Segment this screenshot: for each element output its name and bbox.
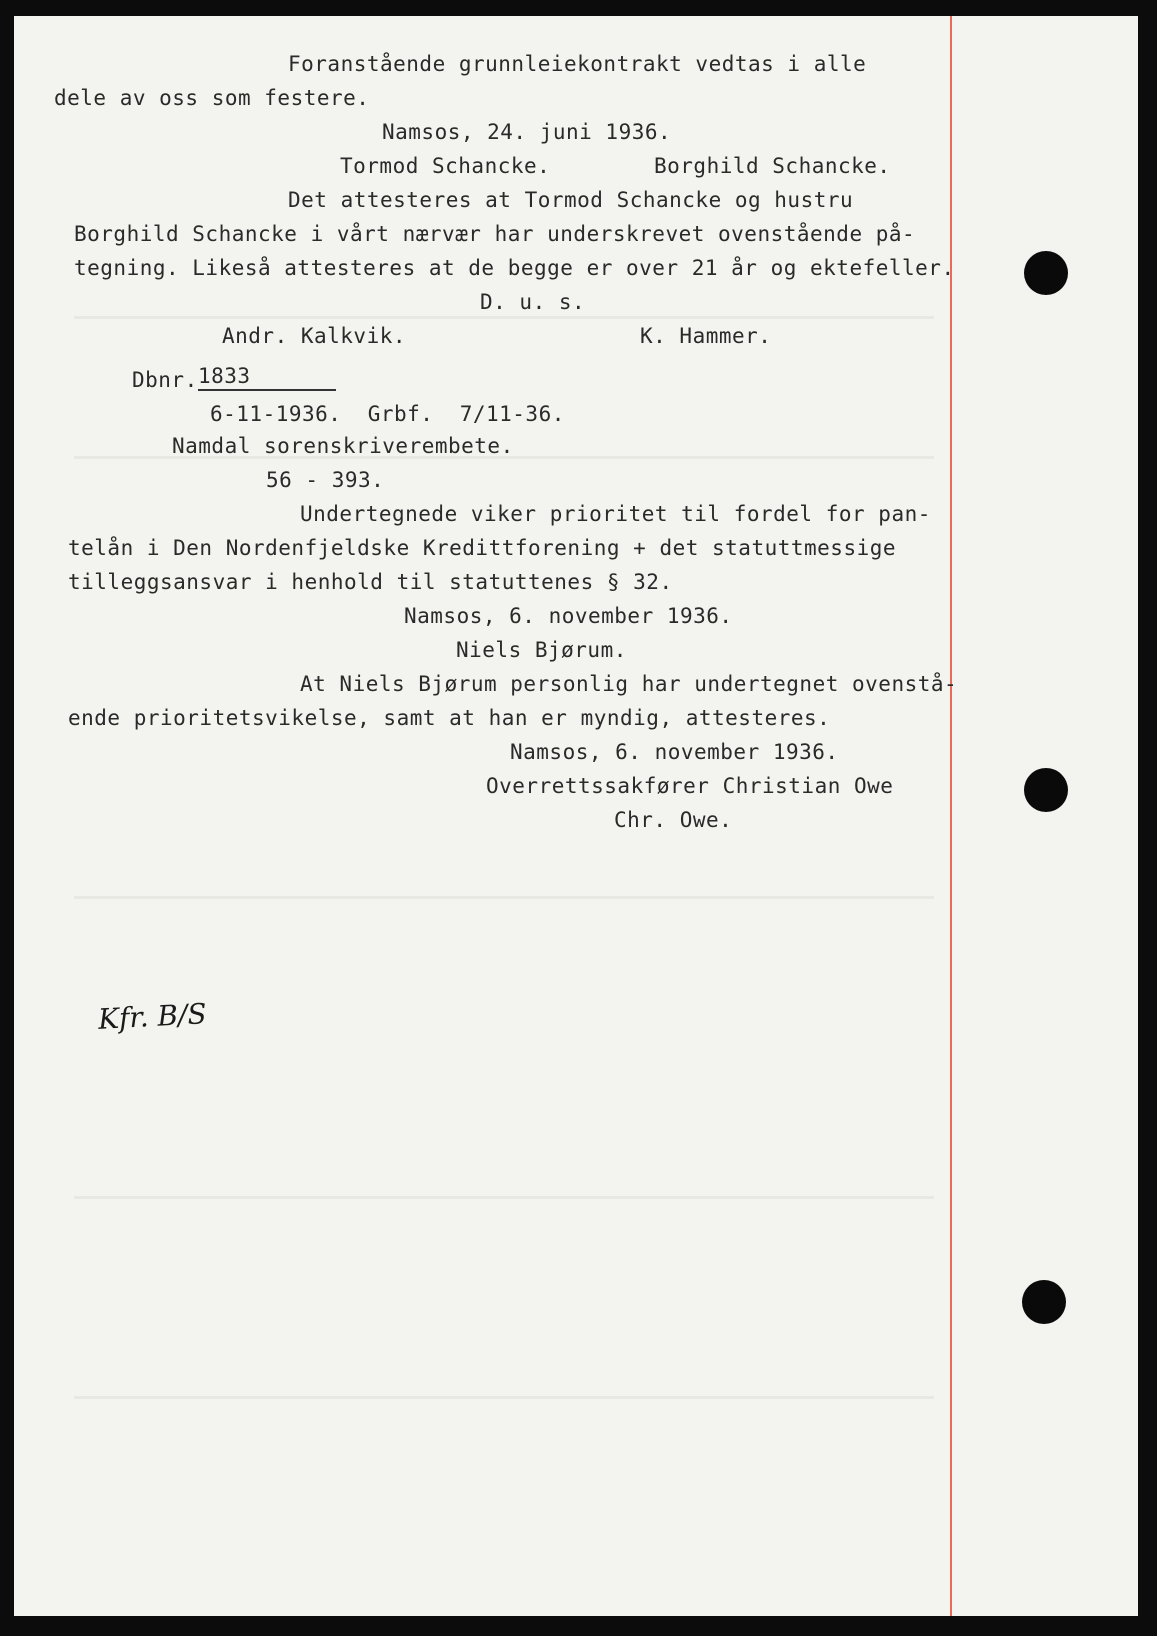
place-date: Namsos, 6. november 1936. xyxy=(510,740,839,764)
contract-line: dele av oss som festere. xyxy=(54,86,370,110)
priority-line: tilleggsansvar i henhold til statuttenes § 32. xyxy=(68,570,673,594)
registry-office: Namdal sorenskriverembete. xyxy=(172,434,514,458)
place-date: Namsos, 6. november 1936. xyxy=(404,604,733,628)
folio-reference: 56 - 393. xyxy=(266,468,385,492)
attestation-line: At Niels Bjørum personlig har undertegnet ovenstå- xyxy=(300,672,958,696)
attestation-line: ende prioritetsvikelse, samt at han er myndig, attesteres. xyxy=(68,706,831,730)
priority-line: telån i Den Nordenfjeldske Kredittforening + det statuttmessige xyxy=(68,536,897,560)
signature-borghild: Borghild Schancke. xyxy=(654,154,891,178)
punch-hole xyxy=(1024,251,1068,295)
bleed-through-line xyxy=(74,896,934,899)
dbnr-label: Dbnr. xyxy=(132,368,198,392)
place-date: Namsos, 24. juni 1936. xyxy=(382,120,672,144)
bleed-through-line xyxy=(74,1396,934,1399)
dus-line: D. u. s. xyxy=(480,290,586,314)
witness-hammer: K. Hammer. xyxy=(640,324,772,348)
attestation-line: Borghild Schancke i vårt nærvær har underskrevet ovenstående på- xyxy=(74,222,916,246)
attorney-title: Overrettssakfører Christian Owe xyxy=(486,774,894,798)
witness-kalkvik: Andr. Kalkvik. xyxy=(222,324,407,348)
signature-tormod: Tormod Schancke. xyxy=(340,154,551,178)
attestation-line: tegning. Likeså attesteres at de begge er over 21 år og ektefeller. xyxy=(74,256,955,280)
registration-date: 6-11-1936. Grbf. 7/11-36. xyxy=(210,402,565,426)
attestation-line: Det attesteres at Tormod Schancke og hustru xyxy=(288,188,854,212)
contract-line: Foranstående grunnleiekontrakt vedtas i alle xyxy=(288,52,867,76)
punch-hole xyxy=(1024,768,1068,812)
punch-hole xyxy=(1022,1280,1066,1324)
dbnr-number: 1833 xyxy=(198,364,336,391)
signature-bjorum: Niels Bjørum. xyxy=(456,638,627,662)
bleed-through-line xyxy=(74,1196,934,1199)
bleed-through-line xyxy=(74,316,934,319)
priority-line: Undertegnede viker prioritet til fordel for pan- xyxy=(300,502,931,526)
handwritten-note: Kfr. B/S xyxy=(97,997,208,1036)
document-page xyxy=(14,16,1138,1616)
signature-owe: Chr. Owe. xyxy=(614,808,733,832)
